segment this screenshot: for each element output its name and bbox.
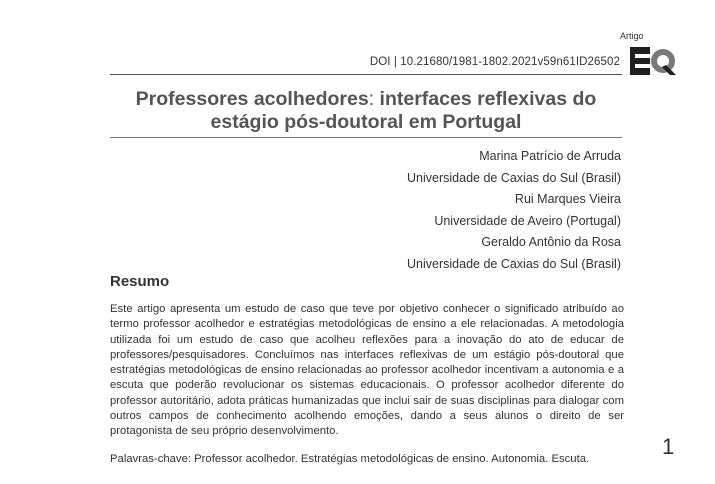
title-main: Professores acolhedores <box>135 88 369 110</box>
keywords: Palavras-chave: Professor acolhedor. Estratégias metodológicas de ensino. Autonomia. Escuta. <box>110 453 590 465</box>
author-affiliation: Universidade de Aveiro (Portugal) <box>434 213 621 228</box>
author-name: Geraldo Antônio da Rosa <box>481 235 621 249</box>
doi-line: DOI | 10.21680/1981-1802.2021v59n61ID26502 <box>369 56 620 68</box>
author-affiliation: Universidade de Caxias do Sul (Brasil) <box>407 256 621 271</box>
author-name: Marina Patrício de Arruda <box>479 149 621 163</box>
article-title <box>110 88 622 134</box>
author-name: Rui Marques Vieira <box>514 192 621 206</box>
title-separator: : <box>368 88 380 110</box>
author-block <box>407 146 621 275</box>
abstract-heading: Resumo <box>110 273 170 290</box>
journal-logo <box>630 47 678 75</box>
title-rule <box>110 137 622 138</box>
title-rest: interfaces reflexivas do estágio pós-doutoral em Portugal <box>210 88 597 133</box>
section-tag: Artigo <box>620 31 644 41</box>
author-affiliation: Universidade de Caxias do Sul (Brasil) <box>407 170 621 185</box>
header-rule <box>110 74 622 75</box>
abstract-text: Este artigo apresenta um estudo de caso que teve por objetivo conhecer o significado atribuído ao termo professor acolhedor e estratégias metodológicas de ensino a ele relacionadas. A metodologia utilizada foi um estudo de caso que acolheu reflexões para a inovação do ato de educar de professores/pesquisadores. Concluímos nas interfaces reflexivas de um estágio pós-doutoral que estratégias metodológicas de ensino relacionadas ao professor acolhedor incentivam a autonomia e a escuta que poderão revolucionar os sistemas educacionais. O professor acolhedor diferente do professor autoritário, adota práticas humanizadas que inclui sair de suas disciplinas para dialogar com outros campos de conhecimento acolhendo emoções, dando a seus alunos o direito de ser protagonista de seu próprio desenvolvimento. <box>110 303 624 438</box>
page-number: 1 <box>662 434 675 459</box>
